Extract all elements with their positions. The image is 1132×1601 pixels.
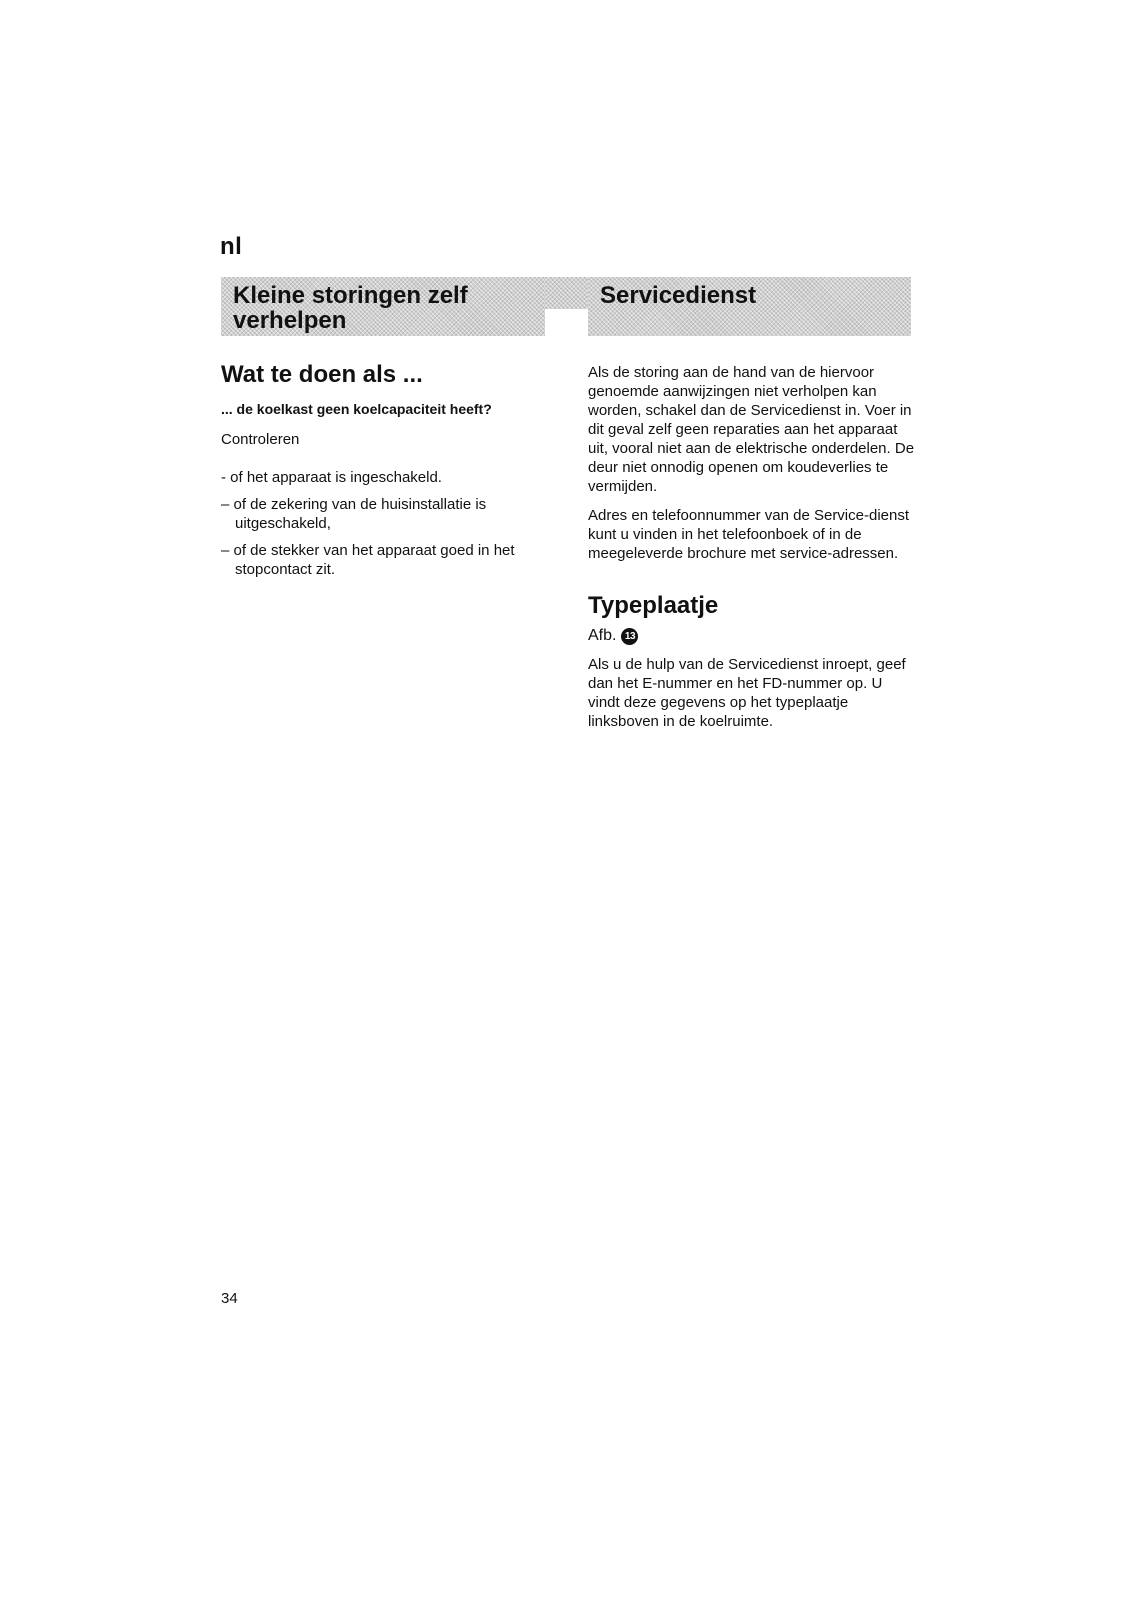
service-contact-paragraph: Adres en telefoonnummer van de Service-dienst kunt u vinden in het telefoonboek of in de meegeleverde brochure met service-adressen. [588, 507, 910, 562]
section-heading-what-to-do: Wat te doen als ... [221, 361, 423, 388]
section-heading-typeplaatje: Typeplaatje [588, 592, 719, 619]
left-column [221, 360, 551, 579]
right-column [588, 363, 918, 731]
check-intro: Controleren [221, 431, 300, 448]
typeplaatje-paragraph: Als u de hulp van de Servicedienst inroept, geef dan het E-nummer en het FD-nummer op. U vindt deze gegevens op het typeplaatje linksboven in de koelruimte. [588, 656, 906, 730]
figure-label: Afb. [588, 627, 617, 644]
page-number: 34 [221, 1290, 238, 1307]
banner-title-line-2: verhelpen [233, 307, 347, 334]
banner-title-line-1: Kleine storingen zelf [233, 282, 468, 309]
section-banner-service [588, 277, 911, 336]
banner-connector [545, 277, 588, 309]
check-item: – of de zekering van de huisinstallatie is uitgeschakeld, [221, 496, 487, 532]
question-subheading: ... de koelkast geen koelcapaciteit heeft? [221, 401, 492, 417]
check-item: - of het apparaat is ingeschakeld. [221, 469, 442, 486]
banner-title-service: Servicedienst [600, 282, 757, 309]
language-tag: nl [220, 233, 243, 260]
figure-number-badge: 13 [621, 628, 638, 645]
service-paragraph: Als de storing aan de hand van de hiervoor genoemde aanwijzingen niet verholpen kan worden, schakel dan de Servicedienst in. Voer in dit geval zelf geen reparaties aan het apparaat uit, vooral niet aan de elektrische onderdelen. De deur niet onnodig openen om koudeverlies te vermijden. [588, 364, 915, 495]
section-banner-troubleshooting [221, 277, 545, 336]
figure-reference [588, 627, 918, 645]
check-item: – of de stekker van het apparaat goed in het stopcontact zit. [221, 542, 515, 578]
